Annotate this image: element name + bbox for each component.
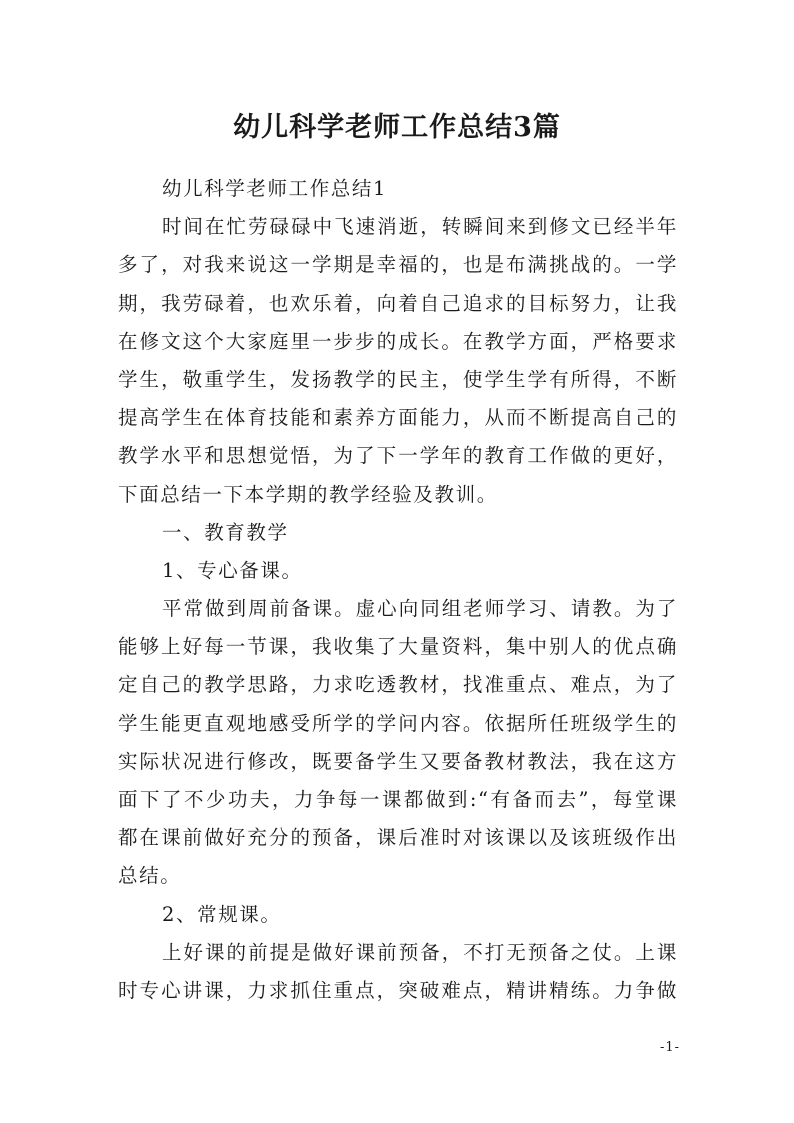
paragraph-line: 平常做到周前备课。虚心向同组老师学习、请教。为了 [162, 597, 678, 621]
document-title: 幼儿科学老师工作总结3篇 [233, 112, 561, 143]
paragraph-line: 能够上好每一节课，我收集了大量资料，集中别人的优点确 [118, 635, 678, 659]
paragraph-line: 实际状况进行修改，既要备学生又要备教材教法，我在这方 [118, 749, 678, 773]
section-heading-1: 幼儿科学老师工作总结1 [162, 177, 388, 200]
paragraph-line: 面下了不少功夫，力争每一课都做到:“有备而去”，每堂课 [118, 788, 678, 811]
paragraph-line: 总结。 [118, 864, 182, 888]
paragraph-line: 下面总结一下本学期的教学经验及教训。 [118, 482, 498, 506]
subsection-heading: 一、教育教学 [162, 520, 289, 544]
item-heading: 2、常规课。 [162, 902, 282, 926]
paragraph-line: 期，我劳碌着，也欢乐着，向着自己追求的目标努力，让我 [118, 291, 678, 315]
paragraph-line: 都在课前做好充分的预备，课后准时对该课以及该班级作出 [118, 826, 678, 850]
paragraph-line: 时间在忙劳碌碌中飞速消逝，转瞬间来到修文已经半年 [162, 215, 678, 239]
document-body [118, 170, 678, 1010]
page-number: -1- [659, 1040, 680, 1055]
paragraph-line: 教学水平和思想觉悟，为了下一学年的教育工作做的更好， [118, 444, 678, 468]
paragraph-line: 在修文这个大家庭里一步步的成长。在教学方面，严格要求 [118, 329, 678, 353]
paragraph-line: 提高学生在体育技能和素养方面能力，从而不断提高自己的 [118, 406, 678, 430]
item-heading: 1、专心备课。 [162, 558, 303, 582]
paragraph-line: 时专心讲课，力求抓住重点，突破难点，精讲精练。力争做 [118, 978, 678, 1002]
paragraph-line: 学生能更直观地感受所学的学问内容。依据所任班级学生的 [118, 711, 678, 735]
paragraph-line: 多了，对我来说这一学期是幸福的，也是布满挑战的。一学 [118, 253, 678, 277]
paragraph-line: 上好课的前提是做好课前预备，不打无预备之仗。上课 [162, 940, 678, 964]
paragraph-line: 定自己的教学思路，力求吃透教材，找准重点、难点，为了 [118, 673, 678, 697]
paragraph-line: 学生，敬重学生，发扬教学的民主，使学生学有所得，不断 [118, 367, 678, 391]
